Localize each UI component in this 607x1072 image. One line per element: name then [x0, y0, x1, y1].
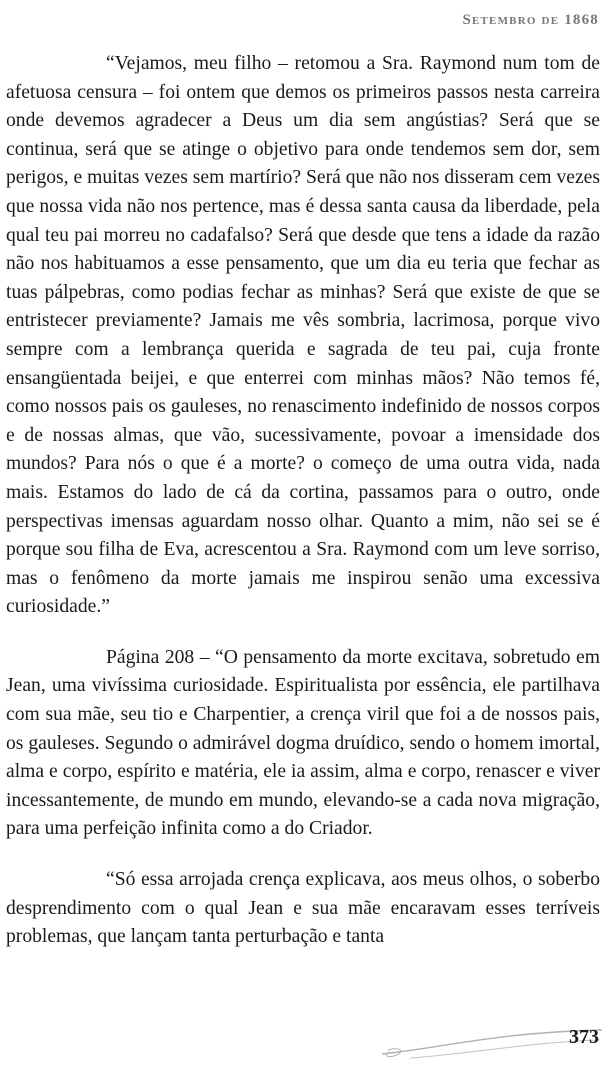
- page-body: [6, 50, 600, 952]
- paragraph-3: “Só essa arrojada crença explicava, aos meus olhos, o soberbo desprendimento com o qual Jean e sua mãe encaravam esses terríveis problemas, que lançam tanta perturbação e tanta: [6, 869, 600, 948]
- paragraph-2: Página 208 – “O pensamento da morte excitava, sobretudo em Jean, uma vivíssima curiosidade. Espiritualista por essência, ele partilhava com sua mãe, seu tio e Charpentier, a crença viril que foi a de nossos pais, os gauleses. Segundo o admirável dogma druídico, sendo o homem imortal, alma e corpo, espírito e matéria, ele ia assim, alma e corpo, renascer e viver incessantemente, de mundo em mundo, elevando-se a cada nova migração, para uma perfeição infinita como a do Criador.: [6, 646, 600, 840]
- paragraph-1: “Vejamos, meu filho – retomou a Sra. Raymond num tom de afetuosa censura – foi ontem que demos os primeiros passos nesta carreira onde devemos agradecer a Deus um dia sem angústias? Será que se continua, será que se atinge o objetivo para onde tendemos sem dor, sem perigos, e muitas vezes sem martírio? Será que não nos disseram cem vezes que nossa vida não nos pertence, mas é dessa santa causa da liberdade, pela qual teu pai morreu no cadafalso? Será que desde que tens a idade da razão não nos habituamos a esse pensamento, que um dia eu teria que fechar as tuas pálpebras, como podias fechar as minhas? Será que existe de que se entristecer previamente? Jamais me vês sombria, lacrimosa, porque vivo sempre com a lembrança querida e sagrada de teu pai, cuja fronte ensangüentada beijei, e que enterrei com minhas mãos? Não temos fé, como nossos pais os gauleses, no renascimento indefinido de nossos corpos e de nossas almas, que vão, sucessivamente, povoar a imensidade dos mundos? Para nós o que é a morte? o começo de uma outra vida, nada mais. Estamos do lado de cá da cortina, passamos para o outro, onde perspectivas imensas aguardam nosso olhar. Quanto a mim, não sei se é porque sou filha de Eva, acrescentou a Sra. Raymond com um leve sorriso, mas o fenômeno da morte jamais me inspirou senão uma excessiva curiosidade.”: [6, 53, 600, 618]
- page-number: 373: [569, 1026, 599, 1048]
- running-header: Setembro de 1868: [462, 12, 599, 28]
